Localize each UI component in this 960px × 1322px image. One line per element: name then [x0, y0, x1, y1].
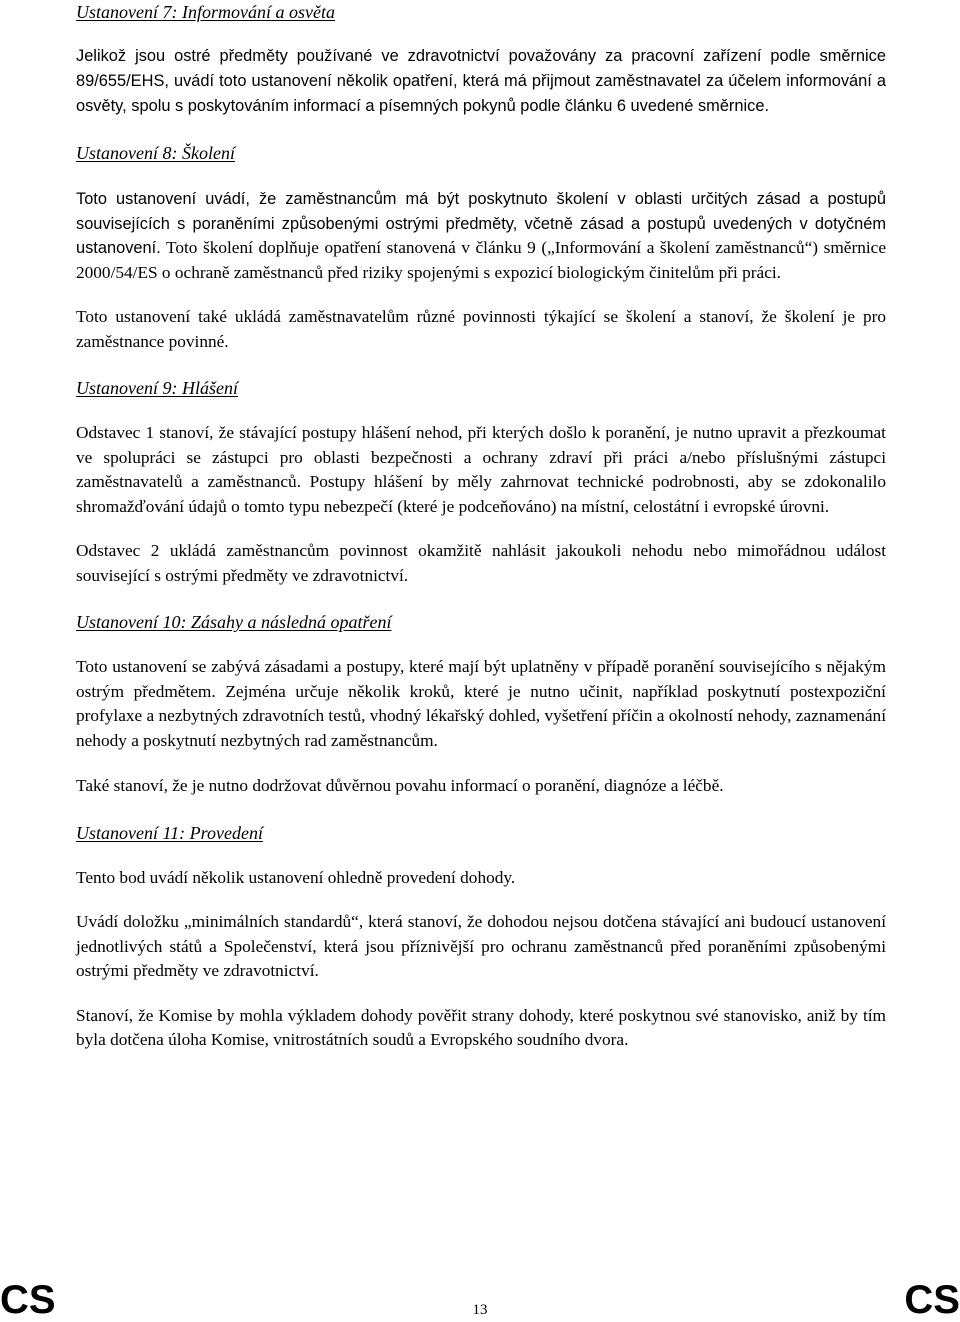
section-11-paragraph-2: Uvádí doložku „minimálních standardů“, která stanoví, že dohodou nejsou dotčena stávající ani budoucí ustanovení jednotlivých států a Společenství, která jsou příznivější pro ochranu zaměstnanců před poraněními způsobenými ostrými předměty ve zdravotnictví. [76, 912, 886, 980]
section-heading-9: Ustanovení 9: Hlášení [76, 378, 238, 398]
section-9-paragraph-2: Odstavec 2 ukládá zaměstnancům povinnost okamžitě nahlásit jakoukoli nehodu nebo mimořádnou událost související s ostrými předměty ve zdravotnictví. [76, 541, 886, 585]
section-8-paragraph-1 [76, 187, 886, 285]
section-heading-10: Ustanovení 10: Zásahy a následná opatření [76, 612, 392, 632]
section-heading-11: Ustanovení 11: Provedení [76, 822, 263, 843]
section-10-paragraph-2: Také stanoví, že je nutno dodržovat důvěrnou povahu informací o poranění, diagnóze a léčbě. [76, 776, 724, 795]
section-8-paragraph-1-part-a: Toto ustanovení uvádí, že zaměstnancům má být poskytnuto školení v oblasti určitých zásad a postupů souvisejících s poraněními způsobenými ostrými předměty, včetně zásad a postupů uvedených v dotyčném ustanovení. [76, 190, 886, 257]
section-9-paragraph-1: Odstavec 1 stanoví, že stávající postupy hlášení nehod, při kterých došlo k poranění, je nutno upravit a přezkoumat ve spolupráci se zástupci pro oblasti bezpečnosti a ochrany zdraví při práci a/nebo příslušnými zástupci zaměstnavatelů a zaměstnanců. Postupy hlášení by měly zahrnovat technické podrobnosti, aby se zdokonalilo shromažďování údajů o tomto typu nebezpečí (které je podceňováno) na místní, celostátní i evropské úrovni. [76, 423, 886, 516]
section-10-paragraph-1: Toto ustanovení se zabývá zásadami a postupy, které mají být uplatněny v případě poranění souvisejícího s nějakým ostrým předmětem. Zejména určuje několik kroků, které je nutno učinit, například poskytnutí postexpoziční profylaxe a nezbytných zdravotních testů, vhodný lékařský dohled, vyšetření příčin a okolností nehody, zaznamenání nehody a poskytnutí nezbytných rad zaměstnancům. [76, 657, 886, 750]
section-11-paragraph-1: Tento bod uvádí několik ustanovení ohledně provedení dohody. [76, 867, 516, 887]
section-heading-7: Ustanovení 7: Informování a osvěta [76, 2, 335, 22]
section-7-paragraph-1: Jelikož jsou ostré předměty používané ve zdravotnictví považovány za pracovní zařízení podle směrnice 89/655/EHS, uvádí toto ustanovení několik opatření, která má přijmout zaměstnavatel za účelem informování a osvěty, spolu s poskytováním informací a písemných pokynů podle článku 6 uvedené směrnice. [76, 47, 886, 115]
document-page [76, 0, 886, 1053]
page-number: 13 [472, 1302, 488, 1318]
section-8-paragraph-2: Toto ustanovení také ukládá zaměstnavatelům různé povinnosti týkající se školení a stanoví, že školení je pro zaměstnance povinné. [76, 307, 886, 351]
footer-language-label-left: CS [0, 1278, 56, 1322]
footer-language-label-right: CS [904, 1278, 960, 1322]
section-heading-8: Ustanovení 8: Školení [76, 143, 235, 163]
section-11-paragraph-3: Stanoví, že Komise by mohla výkladem dohody pověřit strany dohody, které poskytnou své stanovisko, aniž by tím byla dotčena úloha Komise, vnitrostátních soudů a Evropského soudního dvora. [76, 1005, 886, 1049]
section-8-paragraph-1-part-b: Toto školení doplňuje opatření stanovená v článku 9 („Informování a školení zaměstnanců“) směrnice 2000/54/ES o ochraně zaměstnanců před riziky spojenými s expozicí biologickým činitelům při práci. [76, 238, 886, 282]
